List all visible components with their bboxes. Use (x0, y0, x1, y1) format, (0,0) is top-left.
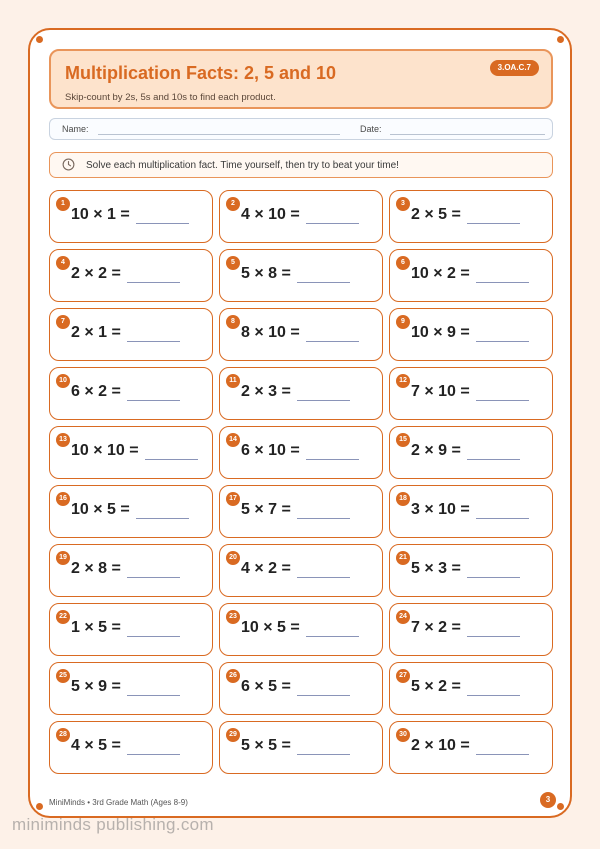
problem-number-badge: 4 (56, 256, 70, 270)
problem-card (219, 249, 383, 302)
problem-number-badge: 30 (396, 728, 410, 742)
problem-card (389, 485, 553, 538)
problem-expression: 6 × 2 = (71, 383, 121, 400)
problem-fact (71, 678, 180, 696)
problem-card (219, 426, 383, 479)
problem-fact (71, 619, 180, 637)
problem-fact (71, 442, 198, 460)
problem-number-badge: 16 (56, 492, 70, 506)
problem-expression: 5 × 7 = (241, 501, 291, 518)
problem-expression: 3 × 10 = (411, 501, 470, 518)
problem-expression: 5 × 2 = (411, 678, 461, 695)
problem-expression: 1 × 5 = (71, 619, 121, 636)
answer-blank[interactable] (467, 206, 520, 224)
problem-card (49, 544, 213, 597)
answer-blank[interactable] (306, 442, 359, 460)
problem-number-badge: 2 (226, 197, 240, 211)
page-number-badge: 3 (540, 792, 556, 808)
problem-card (49, 603, 213, 656)
page-title: Multiplication Facts: 2, 5 and 10 (65, 63, 337, 83)
problem-expression: 7 × 10 = (411, 383, 470, 400)
problem-card (389, 721, 553, 774)
problem-fact (241, 383, 350, 401)
problem-fact (411, 442, 520, 460)
answer-blank[interactable] (476, 265, 529, 283)
problem-number-badge: 5 (226, 256, 240, 270)
problem-card (389, 662, 553, 715)
answer-blank[interactable] (127, 265, 180, 283)
problem-fact (71, 265, 180, 283)
footer-text: MiniMinds • 3rd Grade Math (Ages 8-9) (49, 798, 188, 807)
problem-card (49, 367, 213, 420)
problem-number-badge: 22 (56, 610, 70, 624)
problem-number-badge: 25 (56, 669, 70, 683)
problem-number-badge: 10 (56, 374, 70, 388)
problem-expression: 10 × 1 = (71, 206, 130, 223)
problem-card (389, 544, 553, 597)
problem-expression: 4 × 10 = (241, 206, 300, 223)
answer-blank[interactable] (297, 501, 350, 519)
problem-expression: 5 × 8 = (241, 265, 291, 282)
problem-expression: 10 × 5 = (241, 619, 300, 636)
answer-blank[interactable] (297, 737, 350, 755)
answer-blank[interactable] (297, 560, 350, 578)
problem-fact (411, 560, 520, 578)
answer-blank[interactable] (127, 678, 180, 696)
problem-fact (241, 678, 350, 696)
problem-card (49, 721, 213, 774)
problem-number-badge: 3 (396, 197, 410, 211)
standard-badge: 3.OA.C.7 (490, 60, 539, 76)
problem-number-badge: 24 (396, 610, 410, 624)
problem-number-badge: 20 (226, 551, 240, 565)
problem-number-badge: 27 (396, 669, 410, 683)
answer-blank[interactable] (476, 501, 529, 519)
problem-number-badge: 23 (226, 610, 240, 624)
watermark: miniminds publishing.com (12, 815, 214, 834)
answer-blank[interactable] (476, 324, 529, 342)
corner-dot (557, 803, 564, 810)
answer-blank[interactable] (476, 383, 529, 401)
problem-grid (49, 190, 553, 774)
corner-dot (36, 803, 43, 810)
problem-fact (71, 737, 180, 755)
answer-blank[interactable] (467, 619, 520, 637)
answer-blank[interactable] (127, 737, 180, 755)
problem-fact (241, 560, 350, 578)
date-label: Date: (360, 124, 382, 134)
problem-number-badge: 29 (226, 728, 240, 742)
problem-expression: 2 × 2 = (71, 265, 121, 282)
problem-number-badge: 9 (396, 315, 410, 329)
instructions-text: Solve each multiplication fact. Time yourself, then try to beat your time! (86, 160, 399, 171)
problem-card (49, 190, 213, 243)
problem-expression: 5 × 3 = (411, 560, 461, 577)
answer-blank[interactable] (127, 324, 180, 342)
problem-number-badge: 15 (396, 433, 410, 447)
problem-fact (71, 324, 180, 342)
problem-number-badge: 11 (226, 374, 240, 388)
answer-blank[interactable] (136, 206, 189, 224)
corner-dot (36, 36, 43, 43)
problem-number-badge: 8 (226, 315, 240, 329)
problem-number-badge: 7 (56, 315, 70, 329)
problem-expression: 2 × 5 = (411, 206, 461, 223)
problem-fact (241, 737, 350, 755)
problem-expression: 4 × 2 = (241, 560, 291, 577)
problem-number-badge: 6 (396, 256, 410, 270)
problem-card (389, 426, 553, 479)
problem-number-badge: 21 (396, 551, 410, 565)
problem-expression: 2 × 9 = (411, 442, 461, 459)
answer-blank[interactable] (306, 206, 359, 224)
answer-blank[interactable] (145, 442, 198, 460)
problem-expression: 10 × 9 = (411, 324, 470, 341)
problem-card (219, 190, 383, 243)
problem-expression: 10 × 2 = (411, 265, 470, 282)
problem-fact (411, 619, 520, 637)
problem-fact (241, 501, 350, 519)
problem-card (219, 544, 383, 597)
problem-fact (241, 265, 350, 283)
problem-card (219, 721, 383, 774)
answer-blank[interactable] (476, 737, 529, 755)
problem-expression: 10 × 10 = (71, 442, 139, 459)
problem-card (389, 308, 553, 361)
problem-number-badge: 17 (226, 492, 240, 506)
problem-fact (411, 501, 529, 519)
problem-card (389, 603, 553, 656)
problem-number-badge: 19 (56, 551, 70, 565)
problem-fact (241, 324, 359, 342)
problem-card (389, 367, 553, 420)
answer-blank[interactable] (136, 501, 189, 519)
answer-blank[interactable] (467, 560, 520, 578)
problem-number-badge: 13 (56, 433, 70, 447)
problem-number-badge: 18 (396, 492, 410, 506)
problem-fact (411, 383, 529, 401)
answer-blank[interactable] (306, 619, 359, 637)
student-info-row (49, 118, 553, 140)
problem-card (219, 485, 383, 538)
problem-card (49, 662, 213, 715)
name-label: Name: (62, 124, 89, 134)
date-field[interactable] (390, 134, 545, 135)
problem-fact (411, 324, 529, 342)
problem-expression: 2 × 10 = (411, 737, 470, 754)
answer-blank[interactable] (127, 560, 180, 578)
problem-expression: 7 × 2 = (411, 619, 461, 636)
problem-expression: 6 × 5 = (241, 678, 291, 695)
answer-blank[interactable] (127, 619, 180, 637)
problem-number-badge: 28 (56, 728, 70, 742)
problem-fact (71, 206, 189, 224)
problem-fact (411, 265, 529, 283)
problem-card (49, 249, 213, 302)
problem-fact (71, 560, 180, 578)
problem-expression: 2 × 3 = (241, 383, 291, 400)
clock-icon (62, 158, 75, 171)
problem-fact (411, 206, 520, 224)
problem-expression: 6 × 10 = (241, 442, 300, 459)
problem-fact (241, 619, 359, 637)
problem-expression: 10 × 5 = (71, 501, 130, 518)
problem-number-badge: 1 (56, 197, 70, 211)
answer-blank[interactable] (127, 383, 180, 401)
title-banner (49, 49, 553, 109)
problem-card (49, 308, 213, 361)
problem-number-badge: 12 (396, 374, 410, 388)
problem-fact (241, 442, 359, 460)
answer-blank[interactable] (467, 442, 520, 460)
corner-dot (557, 36, 564, 43)
answer-blank[interactable] (467, 678, 520, 696)
problem-card (219, 662, 383, 715)
problem-expression: 8 × 10 = (241, 324, 300, 341)
problem-expression: 4 × 5 = (71, 737, 121, 754)
problem-fact (71, 383, 180, 401)
problem-expression: 5 × 5 = (241, 737, 291, 754)
page-subtitle: Skip-count by 2s, 5s and 10s to find each product. (65, 92, 276, 103)
answer-blank[interactable] (297, 383, 350, 401)
problem-number-badge: 26 (226, 669, 240, 683)
name-field[interactable] (98, 134, 340, 135)
answer-blank[interactable] (297, 265, 350, 283)
problem-card (49, 485, 213, 538)
problem-card (219, 603, 383, 656)
problem-fact (71, 501, 189, 519)
problem-fact (411, 678, 520, 696)
answer-blank[interactable] (297, 678, 350, 696)
problem-card (389, 190, 553, 243)
problem-fact (241, 206, 359, 224)
answer-blank[interactable] (306, 324, 359, 342)
problem-card (389, 249, 553, 302)
instructions-box (49, 152, 553, 178)
problem-card (49, 426, 213, 479)
problem-expression: 2 × 1 = (71, 324, 121, 341)
problem-card (219, 308, 383, 361)
problem-number-badge: 14 (226, 433, 240, 447)
problem-expression: 5 × 9 = (71, 678, 121, 695)
worksheet-page (28, 28, 572, 818)
problem-fact (411, 737, 529, 755)
problem-expression: 2 × 8 = (71, 560, 121, 577)
problem-card (219, 367, 383, 420)
